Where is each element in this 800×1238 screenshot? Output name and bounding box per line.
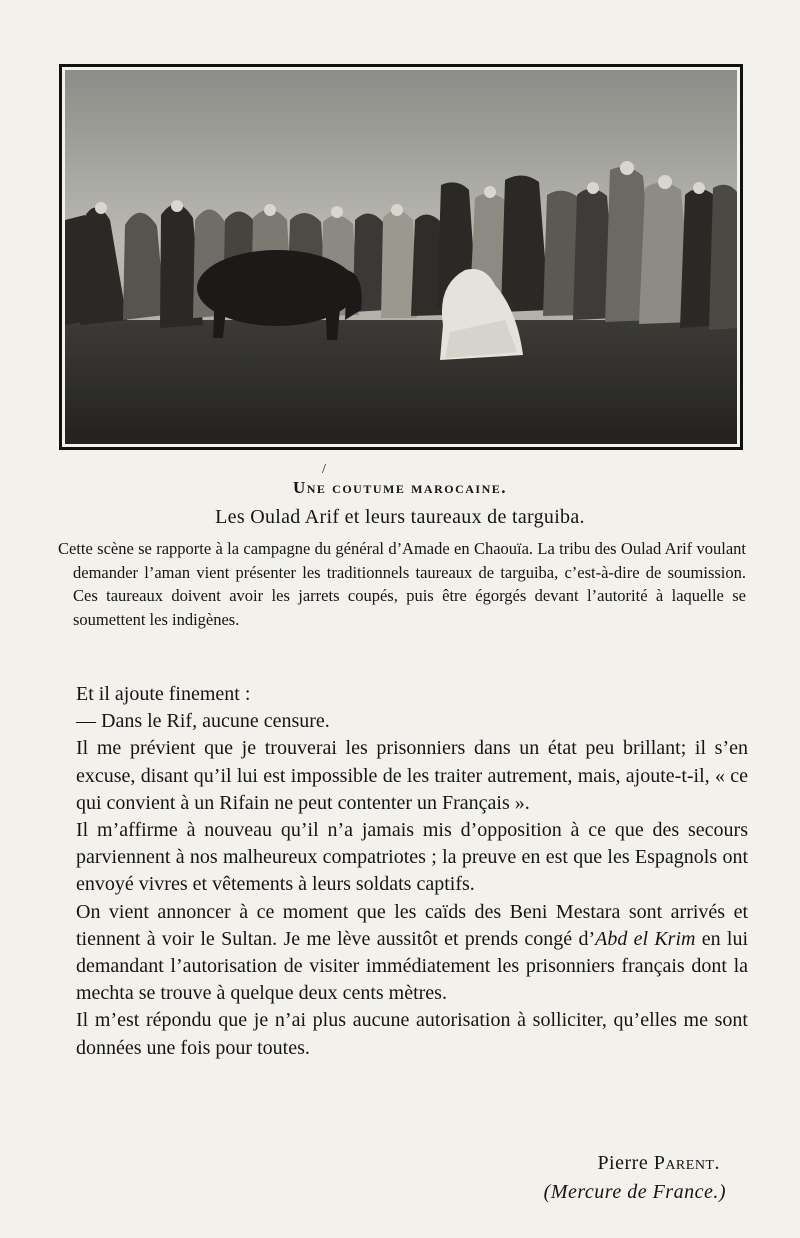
caption-paragraph: Cette scène se rapporte à la campagne du général d’Amade en Chaouïa. La tribu des Oulad Arif voulant demander l’aman vient présenter les traditionnels taureaux de targuiba, c’est-à-dire de soumission. Ces taureaux doivent avoir les jarrets coupés, puis être égorgés devant l’autorité à laquelle se soumettent les indigènes.: [58, 539, 746, 629]
caption-subtitle: Les Oulad Arif et leurs taureaux de targuiba.: [215, 506, 585, 528]
photograph-frame: [59, 64, 743, 450]
paragraph-6: Il m’est répondu que je n’ai plus aucune autorisation à solliciter, qu’elles me sont données une fois pour toutes.: [76, 1009, 748, 1059]
photograph-bull-ceremony: [65, 70, 737, 444]
caption-title: Une coutume marocaine.: [292, 478, 508, 497]
paragraph-2: — Dans le Rif, aucune censure.: [76, 710, 330, 733]
caption-mark: /: [322, 462, 326, 477]
paragraph-5: [76, 899, 748, 1008]
paragraph-4: Il m’affirme à nouveau qu’il n’a jamais mis d’opposition à ce que des secours parviennent à nos malheureux compatriotes ; la preuve en est que les Espagnols ont envoyé vivres et vêtements à leurs soldats captifs.: [76, 819, 748, 896]
signature-source: (Mercure de France.): [543, 1181, 726, 1203]
caption-body: [58, 537, 746, 631]
paragraph-3: Il me prévient que je trouverai les prisonniers dans un état peu brillant; il s’en excuse, disant qu’il lui est impossible de les traiter autrement, mais, ajoute-t-il, « ce qui convient à un Rifain ne peut contenter un Français ».: [76, 737, 748, 814]
article-text: [76, 681, 748, 1062]
paragraph-5-end: en lui demandant l’autorisation de visiter immédiatement les prisonniers français dont la mechta se trouve à quelque deux cents mètres.: [76, 927, 749, 1005]
abd-el-krim-name: Abd el Krim: [595, 927, 696, 950]
paragraph-5-start: On vient annoncer à ce moment que les caïds des Beni Mestara sont arrivés et tiennent à voir le Sultan. Je me lève aussitôt et prends congé d’: [76, 900, 748, 950]
author-last-name: Parent.: [653, 1152, 720, 1174]
signature-author: [597, 1152, 720, 1175]
author-first-name: Pierre: [597, 1152, 649, 1174]
paragraph-1: Et il ajoute finement :: [76, 683, 251, 705]
